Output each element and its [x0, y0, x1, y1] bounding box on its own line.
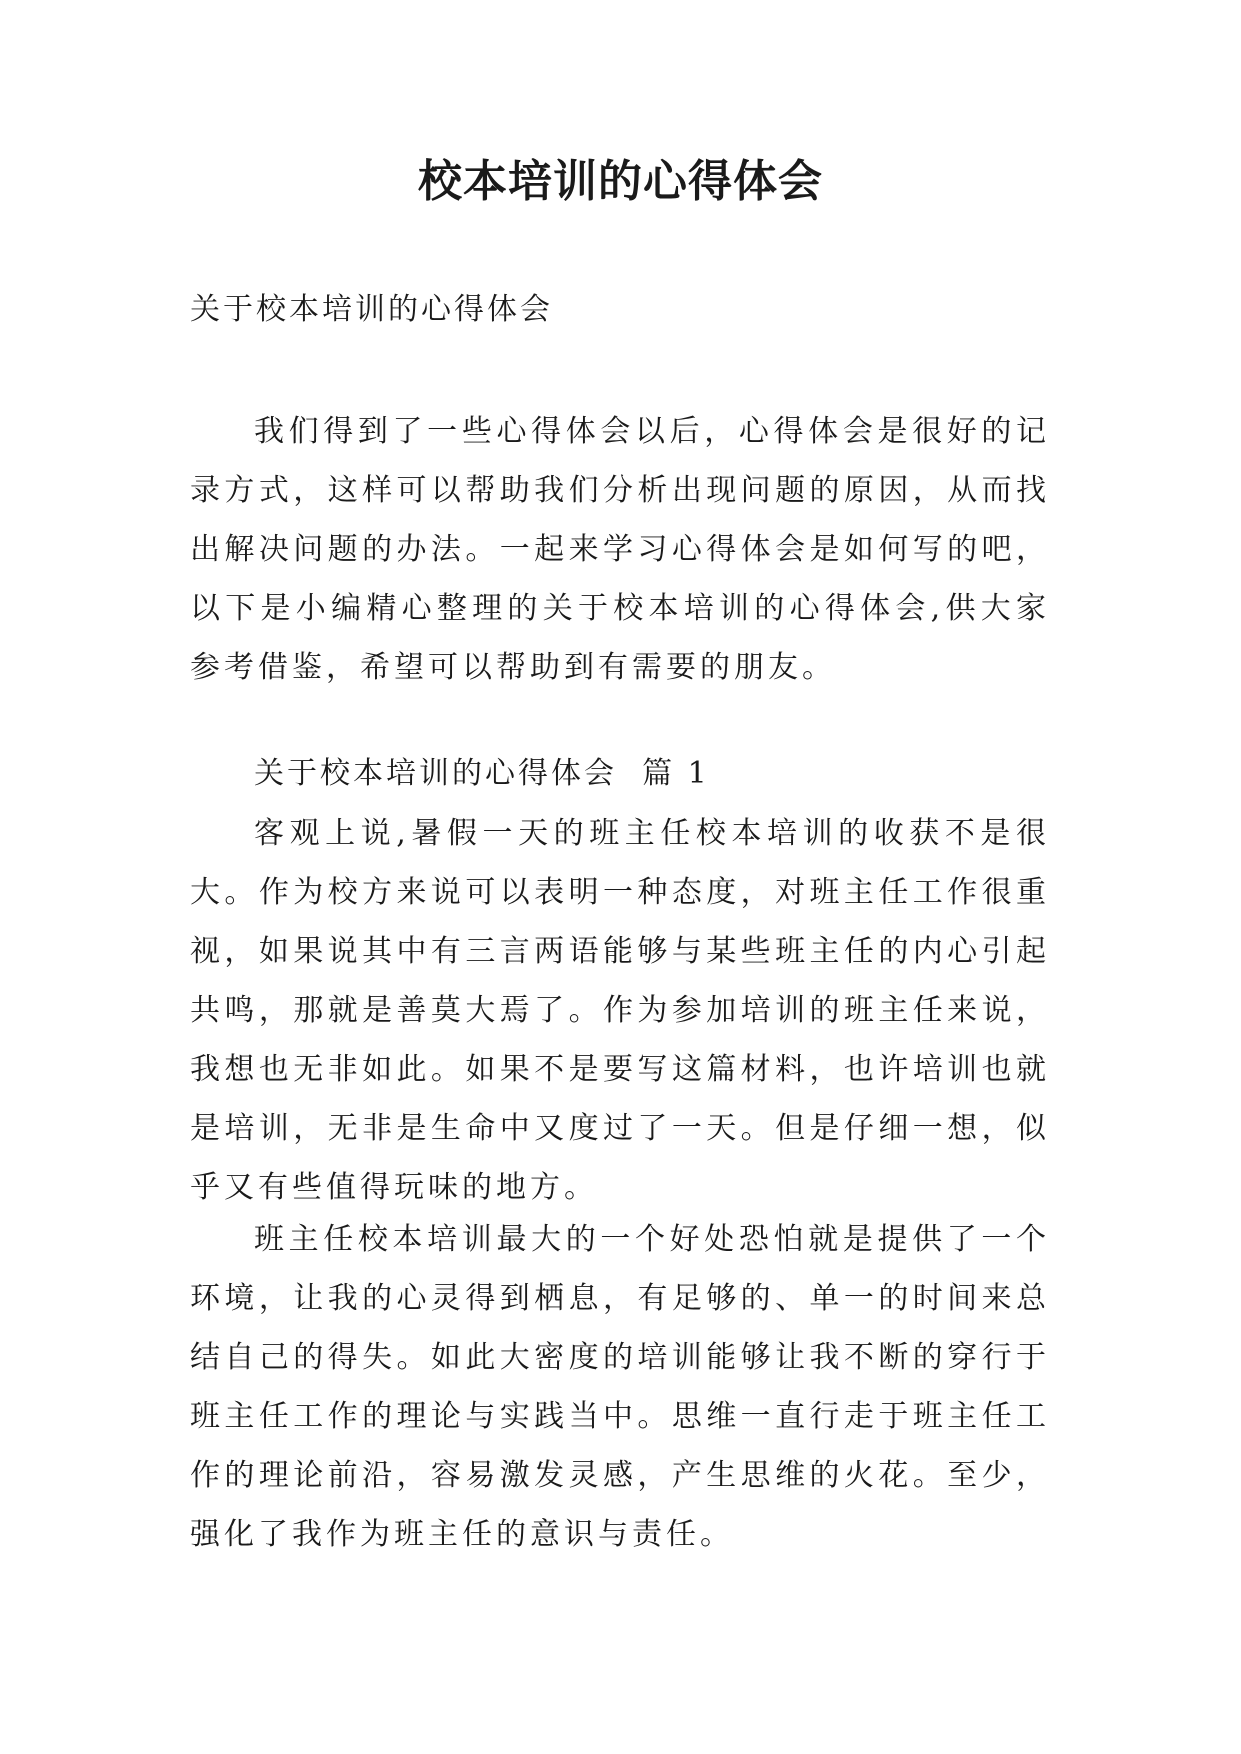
body-paragraph-1: 客观上说,暑假一天的班主任校本培训的收获不是很大。作为校方来说可以表明一种态度，对班主任工作很重视，如果说其中有三言两语能够与某些班主任的内心引起共鸣，那就是善莫大焉了。作为参加培训的班主任来说，我想也无非如此。如果不是要写这篇材料，也许培训也就是培训，无非是生命中又度过了一天。但是仔细一想，似乎又有些值得玩味的地方。 — [190, 816, 1050, 1205]
document-title: 校本培训的心得体会 — [418, 156, 823, 207]
section-heading: 关于校本培训的心得体会 篇 1 — [254, 756, 710, 791]
body-paragraph-2: 班主任校本培训最大的一个好处恐怕就是提供了一个环境，让我的心灵得到栖息，有足够的、单一的时间来总结自己的得失。如此大密度的培训能够让我不断的穿行于班主任工作的理论与实践当中。思维一直行走于班主任工作的理论前沿，容易激发灵感，产生思维的火花。至少，强化了我作为班主任的意识与责任。 — [190, 1222, 1050, 1552]
intro-paragraph: 我们得到了一些心得体会以后，心得体会是很好的记录方式，这样可以帮助我们分析出现问题的原因，从而找出解决问题的办法。一起来学习心得体会是如何写的吧，以下是小编精心整理的关于校本培训的心得体会,供大家参考借鉴，希望可以帮助到有需要的朋友。 — [190, 414, 1050, 685]
document-subtitle: 关于校本培训的心得体会 — [190, 292, 553, 327]
